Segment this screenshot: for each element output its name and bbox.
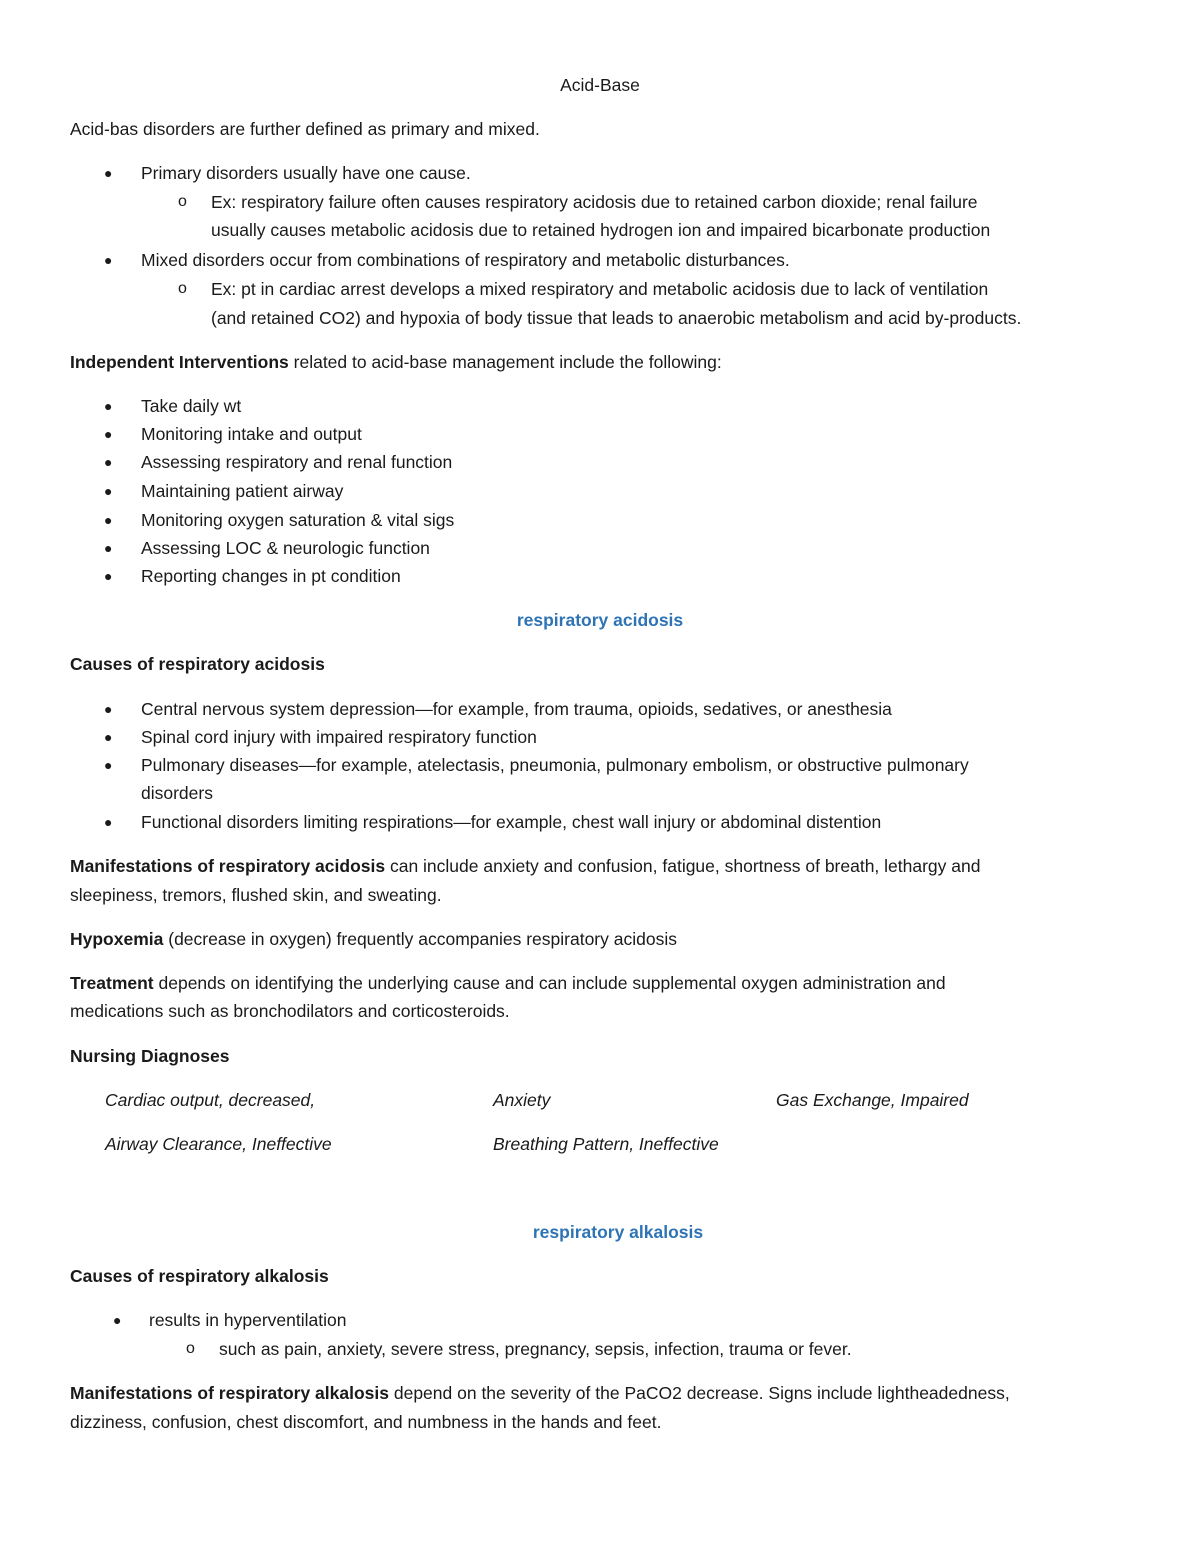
intervention-item: Assessing LOC & neurologic function xyxy=(141,538,430,558)
intro-paragraph: Acid-bas disorders are further defined as primary and mixed. xyxy=(70,119,540,139)
alkalosis-manifestations-text: depend on the severity of the PaCO2 decrease. Signs include lightheadedness, xyxy=(389,1383,1010,1403)
hypoxemia-paragraph xyxy=(70,927,677,951)
primary-example-line-1: Ex: respiratory failure often causes respiratory acidosis due to retained carbon dioxide; renal failure xyxy=(211,192,978,212)
acidosis-cause-item: Central nervous system depression—for example, from trauma, opioids, sedatives, or anesthesia xyxy=(141,699,892,719)
acidosis-manifestations-line-2: sleepiness, tremors, flushed skin, and sweating. xyxy=(70,885,442,905)
bullet-icon: ● xyxy=(104,165,113,181)
bullet-icon: ● xyxy=(104,757,113,773)
diagnosis-item: Gas Exchange, Impaired xyxy=(776,1090,969,1110)
bullet-icon: ● xyxy=(104,512,113,528)
alkalosis-cause-item: results in hyperventilation xyxy=(149,1310,347,1330)
bullet-icon: ● xyxy=(104,398,113,414)
intervention-item: Assessing respiratory and renal function xyxy=(141,452,453,472)
bullet-icon: ● xyxy=(104,729,113,745)
treatment-line-1 xyxy=(70,971,946,995)
intervention-item: Monitoring oxygen saturation & vital sigs xyxy=(141,510,455,530)
mixed-example-line-2: (and retained CO2) and hypoxia of body tissue that leads to anaerobic metabolism and acid by-products. xyxy=(211,308,1022,328)
acidosis-cause-item: Spinal cord injury with impaired respiratory function xyxy=(141,727,537,747)
treatment-heading: Treatment xyxy=(70,973,154,993)
causes-alkalosis-heading: Causes of respiratory alkalosis xyxy=(70,1266,329,1286)
bullet-icon: ● xyxy=(104,814,113,830)
diagnosis-item: Anxiety xyxy=(493,1090,551,1110)
sub-bullet-icon: o xyxy=(178,280,187,297)
acidosis-manifestations-line-1 xyxy=(70,854,980,878)
section-title-respiratory-acidosis: respiratory acidosis xyxy=(516,610,684,630)
sub-bullet-icon: o xyxy=(186,1340,195,1357)
interventions-intro: related to acid-base management include the following: xyxy=(288,352,722,372)
bullet-icon: ● xyxy=(113,1312,122,1328)
bullet-icon: ● xyxy=(104,540,113,556)
diagnosis-item: Cardiac output, decreased, xyxy=(105,1090,316,1110)
bullet-icon: ● xyxy=(104,426,113,442)
bullet-icon: ● xyxy=(104,568,113,584)
interventions-paragraph xyxy=(70,350,722,374)
treatment-text: depends on identifying the underlying cause and can include supplemental oxygen administration and xyxy=(153,973,946,993)
intervention-item: Take daily wt xyxy=(141,396,242,416)
treatment-line-2: medications such as bronchodilators and corticosteroids. xyxy=(70,1001,510,1021)
intervention-item: Monitoring intake and output xyxy=(141,424,362,444)
interventions-heading: Independent Interventions xyxy=(70,352,289,372)
bullet-icon: ● xyxy=(104,252,113,268)
bullet-icon: ● xyxy=(104,483,113,499)
primary-example-line-2: usually causes metabolic acidosis due to retained hydrogen ion and impaired bicarbonate production xyxy=(211,220,991,240)
nursing-diagnoses-heading: Nursing Diagnoses xyxy=(70,1046,230,1066)
page-title: Acid-Base xyxy=(560,75,640,95)
hypoxemia-text: (decrease in oxygen) frequently accompanies respiratory acidosis xyxy=(163,929,677,949)
causes-acidosis-heading: Causes of respiratory acidosis xyxy=(70,654,325,674)
alkalosis-cause-sub-item: such as pain, anxiety, severe stress, pregnancy, sepsis, infection, trauma or fever. xyxy=(219,1339,852,1359)
diagnosis-item: Airway Clearance, Ineffective xyxy=(105,1134,332,1154)
primary-disorders-item: Primary disorders usually have one cause. xyxy=(141,163,471,183)
alkalosis-manifestations-heading: Manifestations of respiratory alkalosis xyxy=(70,1383,389,1403)
acidosis-cause-item: Functional disorders limiting respirations—for example, chest wall injury or abdominal distention xyxy=(141,812,882,832)
bullet-icon: ● xyxy=(104,701,113,717)
acidosis-manifestations-heading: Manifestations of respiratory acidosis xyxy=(70,856,386,876)
diagnosis-item: Breathing Pattern, Ineffective xyxy=(493,1134,719,1154)
alkalosis-manifestations-line-2: dizziness, confusion, chest discomfort, and numbness in the hands and feet. xyxy=(70,1412,662,1432)
acidosis-cause-item: Pulmonary diseases—for example, atelectasis, pneumonia, pulmonary embolism, or obstructive pulmonary xyxy=(141,755,969,775)
bullet-icon: ● xyxy=(104,454,113,470)
acidosis-cause-item-continued: disorders xyxy=(141,783,213,803)
hypoxemia-heading: Hypoxemia xyxy=(70,929,164,949)
acidosis-manifestations-text: can include anxiety and confusion, fatigue, shortness of breath, lethargy and xyxy=(385,856,981,876)
intervention-item: Maintaining patient airway xyxy=(141,481,344,501)
intervention-item: Reporting changes in pt condition xyxy=(141,566,401,586)
mixed-example-line-1: Ex: pt in cardiac arrest develops a mixed respiratory and metabolic acidosis due to lack of ventilation xyxy=(211,279,989,299)
sub-bullet-icon: o xyxy=(178,193,187,210)
section-title-respiratory-alkalosis: respiratory alkalosis xyxy=(532,1222,704,1242)
alkalosis-manifestations-line-1 xyxy=(70,1381,1010,1405)
mixed-disorders-item: Mixed disorders occur from combinations of respiratory and metabolic disturbances. xyxy=(141,250,790,270)
